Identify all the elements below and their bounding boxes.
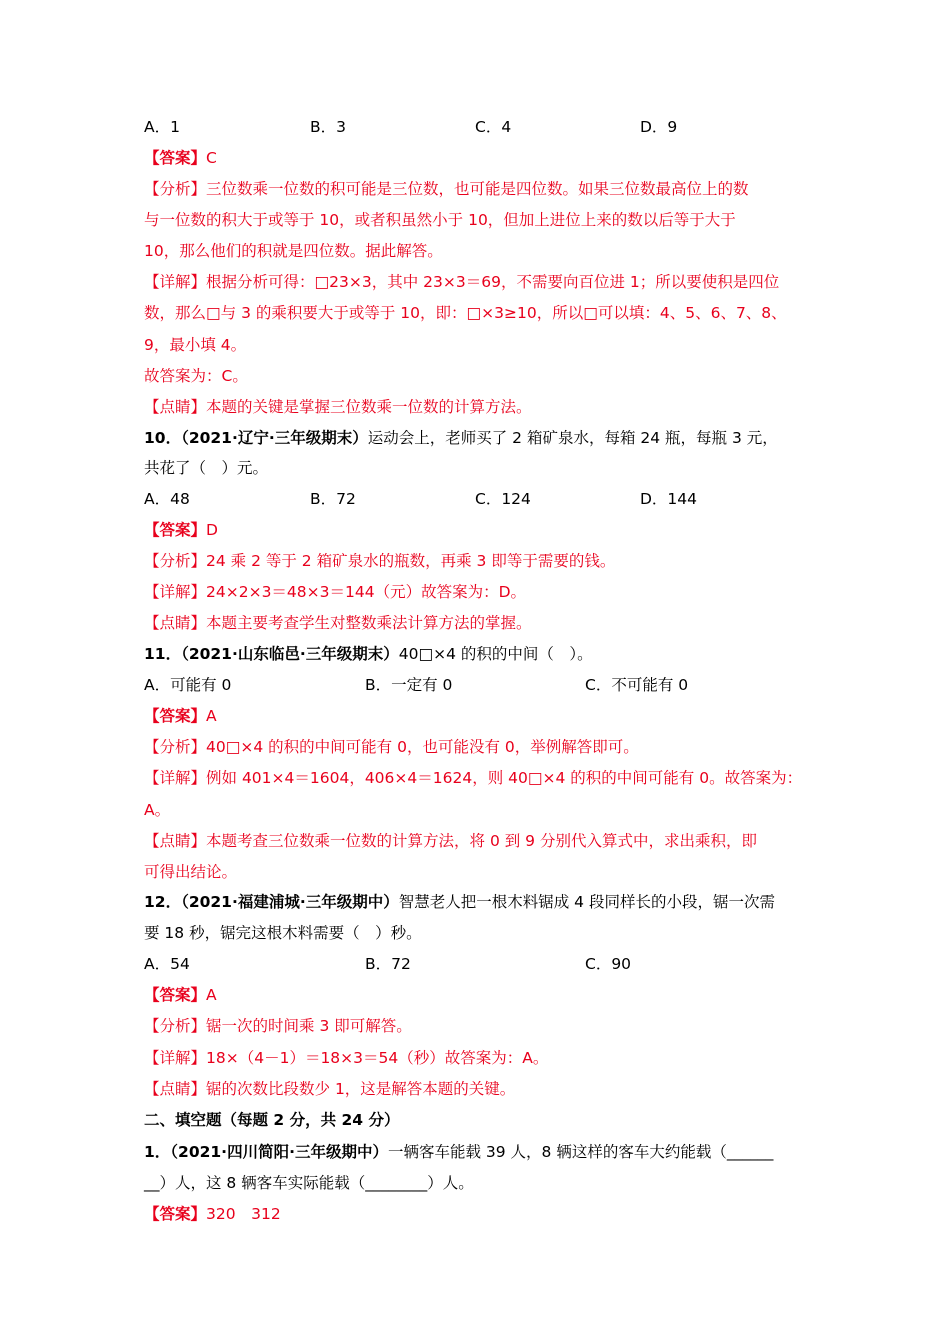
q10-comment-tag: 【点睛】	[144, 614, 207, 632]
f1-answer-value: 320 312	[206, 1205, 281, 1223]
q10-detail-tag: 【详解】	[144, 583, 207, 601]
q12-option-b: B．72	[365, 955, 411, 973]
q10-number: 10．	[144, 429, 182, 447]
q10-stem-line-1	[144, 427, 778, 449]
f1-answer	[144, 1203, 281, 1225]
q9-option-d: D．9	[640, 118, 678, 136]
q11-detail-line-2: A。	[144, 801, 171, 819]
f1-stem-text-1: 一辆客车能载 39 人，8 辆这样的客车大约能载（______	[387, 1143, 774, 1161]
q10-analysis	[144, 550, 615, 572]
q12-analysis	[144, 1015, 412, 1037]
q12-answer-value: A	[206, 986, 217, 1004]
q9-option-c: C．4	[475, 118, 512, 136]
q9-option-b: B．3	[310, 118, 346, 136]
q9-answer-value: C	[206, 149, 217, 167]
q12-detail	[144, 1047, 548, 1069]
q10-answer-tag: 【答案】	[144, 521, 207, 539]
q11-answer-tag: 【答案】	[144, 707, 207, 725]
q11-analysis	[144, 736, 639, 758]
f1-stem-line-1	[144, 1141, 773, 1163]
q12-answer	[144, 984, 217, 1006]
q9-detail-text-1: 根据分析可得：□23×3，其中 23×3＝69，不需要向百位进 1；所以要使积是四位	[206, 273, 780, 291]
q9-analysis-line-3: 10，那么他们的积就是四位数。据此解答。	[144, 242, 443, 260]
f1-number: 1．	[144, 1143, 171, 1161]
q12-number: 12．	[144, 893, 182, 911]
q11-option-a: A．可能有 0	[144, 676, 232, 694]
q11-option-b: B．一定有 0	[365, 676, 453, 694]
q10-option-b: B．72	[310, 490, 356, 508]
q10-analysis-tag: 【分析】	[144, 552, 207, 570]
q10-source: （2021·辽宁·三年级期末）	[181, 429, 368, 447]
q12-comment-tag: 【点睛】	[144, 1080, 207, 1098]
q9-analysis-tag: 【分析】	[144, 180, 207, 198]
q12-detail-tag: 【详解】	[144, 1049, 207, 1067]
f1-stem-line-2: __）人，这 8 辆客车实际能载（________）人。	[144, 1174, 474, 1192]
q11-detail-line-1	[144, 767, 802, 789]
q9-answer-tag: 【答案】	[144, 149, 207, 167]
q12-analysis-tag: 【分析】	[144, 1017, 207, 1035]
q10-stem-text-1: 运动会上，老师买了 2 箱矿泉水，每箱 24 瓶，每瓶 3 元，	[367, 429, 778, 447]
q9-conclusion: 故答案为：C。	[144, 367, 248, 385]
q11-analysis-text: 40□×4 的积的中间可能有 0，也可能没有 0，举例解答即可。	[206, 738, 639, 756]
q12-analysis-text: 锯一次的时间乘 3 即可解答。	[206, 1017, 412, 1035]
q10-analysis-text: 24 乘 2 等于 2 箱矿泉水的瓶数，再乘 3 即等于需要的钱。	[206, 552, 616, 570]
q11-analysis-tag: 【分析】	[144, 738, 207, 756]
q9-comment-text: 本题的关键是掌握三位数乘一位数的计算方法。	[206, 398, 532, 416]
q9-analysis-line-2: 与一位数的积大于或等于 10，或者积虽然小于 10，但加上进位上来的数以后等于大于	[144, 211, 736, 229]
f1-source: （2021·四川简阳·三年级期中）	[170, 1143, 388, 1161]
q11-source: （2021·山东临邑·三年级期末）	[181, 645, 399, 663]
q11-detail-text-1: 例如 401×4＝1604，406×4＝1624，则 40□×4 的积的中间可能有 0。故答案为：	[206, 769, 803, 787]
q12-comment-text: 锯的次数比段数少 1，这是解答本题的关键。	[206, 1080, 516, 1098]
section-2-heading: 二、填空题（每题 2 分，共 24 分）	[144, 1111, 400, 1129]
q10-answer-value: D	[206, 521, 218, 539]
q12-option-a: A．54	[144, 955, 190, 973]
q9-answer	[144, 147, 217, 169]
q10-stem-line-2: 共花了（ ）元。	[144, 459, 269, 477]
q11-comment-line-2: 可得出结论。	[144, 863, 238, 881]
q11-answer-value: A	[206, 707, 217, 725]
q11-comment-line-1	[144, 830, 757, 852]
q11-comment-text-1: 本题考查三位数乘一位数的计算方法，将 0 到 9 分别代入算式中，求出乘积，即	[206, 832, 757, 850]
q11-answer	[144, 705, 217, 727]
q10-detail	[144, 581, 526, 603]
q9-analysis-text-1: 三位数乘一位数的积可能是三位数，也可能是四位数。如果三位数最高位上的数	[206, 180, 749, 198]
q9-detail-tag: 【详解】	[144, 273, 207, 291]
q12-detail-text: 18×（4－1）＝18×3＝54（秒）故答案为：A。	[206, 1049, 549, 1067]
q12-comment	[144, 1078, 515, 1100]
q10-option-a: A．48	[144, 490, 190, 508]
q11-number: 11．	[144, 645, 182, 663]
q10-answer	[144, 519, 218, 541]
q10-detail-text: 24×2×3＝48×3＝144（元）故答案为：D。	[206, 583, 527, 601]
q11-comment-tag: 【点睛】	[144, 832, 207, 850]
f1-answer-tag: 【答案】	[144, 1205, 207, 1223]
q9-option-a: A．1	[144, 118, 180, 136]
q10-option-d: D．144	[640, 490, 698, 508]
q9-detail-line-3: 9，最小填 4。	[144, 336, 247, 354]
q10-option-c: C．124	[475, 490, 531, 508]
q12-stem-line-1	[144, 891, 775, 913]
q10-comment-text: 本题主要考查学生对整数乘法计算方法的掌握。	[206, 614, 532, 632]
q9-comment	[144, 396, 532, 418]
q11-stem	[144, 643, 593, 665]
q11-option-c: C．不可能有 0	[585, 676, 689, 694]
q12-option-c: C．90	[585, 955, 632, 973]
q10-comment	[144, 612, 532, 634]
q12-source: （2021·福建浦城·三年级期中）	[181, 893, 399, 911]
q9-analysis-line-1	[144, 178, 749, 200]
q11-stem-text: 40□×4 的积的中间（ ）。	[398, 645, 593, 663]
q12-stem-text-1: 智慧老人把一根木料锯成 4 段同样长的小段，锯一次需	[398, 893, 775, 911]
q9-comment-tag: 【点睛】	[144, 398, 207, 416]
q11-detail-tag: 【详解】	[144, 769, 207, 787]
q12-stem-line-2: 要 18 秒，锯完这根木料需要（ ）秒。	[144, 924, 422, 942]
q9-detail-line-2: 数，那么□与 3 的乘积要大于或等于 10，即：□×3≥10，所以□可以填：4、5、6、7、8、	[144, 304, 787, 322]
q9-detail-line-1	[144, 271, 779, 293]
q12-answer-tag: 【答案】	[144, 986, 207, 1004]
